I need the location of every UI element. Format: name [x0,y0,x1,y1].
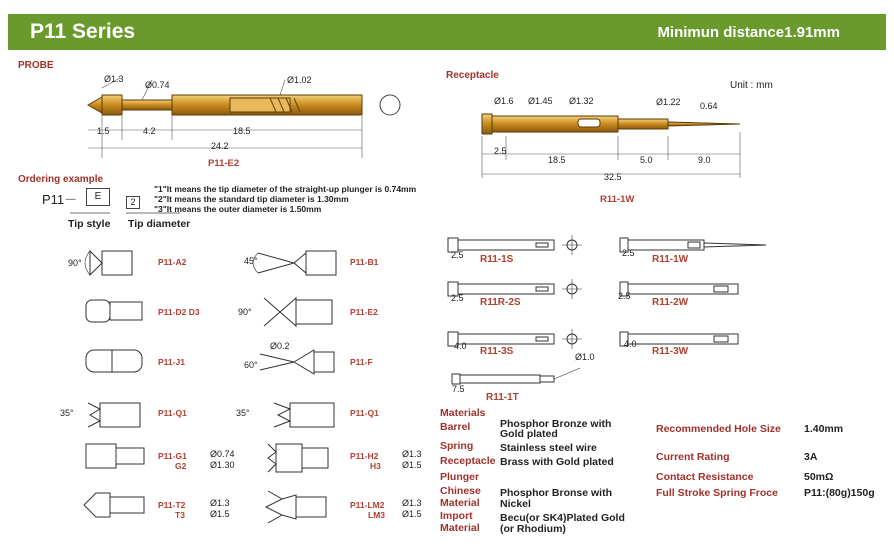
receptacle-len-4: 9.0 [698,155,711,165]
tip-q1b-angle: 35° [236,408,250,418]
tip-t-dia-1: Ø1.3 [210,498,230,508]
tip-h-code-1: P11-H2 [350,451,379,461]
rcp-3s-dim: 4.0 [454,341,467,351]
spec-label-resistance: Contact Resistance [656,471,754,483]
receptacle-len-1: 2.5 [494,146,507,156]
materials-title: Materials [440,407,486,419]
tip-h-dia-1: Ø1.3 [402,449,422,459]
receptacle-dia-4: Ø1.22 [656,97,681,107]
tip-q1b-code: P11-Q1 [350,408,379,418]
tip-h-dia-2: Ø1.5 [402,460,422,470]
ordering-note-2: "2"It means the standard tip diameter is 1.30mm [154,194,349,204]
receptacle-len-3: 5.0 [640,155,653,165]
spec-value-hole: 1.40mm [804,423,844,435]
spec-label-current: Current Rating [656,451,730,463]
rcp-2w-name: R11-2W [652,297,689,308]
ordering-note-1: "1"It means the tip diameter of the straight-up plunger is 0.74mm [154,184,417,194]
tip-d2-code: P11-D2 D3 [158,307,200,317]
rcp-2w-dim: 2.5 [618,291,631,301]
spec-value-resistance: 50mΩ [804,471,834,483]
material-value-spring: Stainless steel wire [500,442,597,454]
tip-g-dia-2: Ø1.30 [210,460,235,470]
page-title: P11 Series [30,20,136,43]
tip-lm-dia-1: Ø1.3 [402,498,422,508]
tip-style-label: Tip style [68,218,111,230]
page-subtitle: Minimun distance1.91mm [657,24,840,41]
tip-f-dia: Ø0.2 [270,341,290,351]
spec-value-force: P11:(80g)150g [804,487,875,499]
receptacle-len-2: 18.5 [548,155,566,165]
rcp-1t-name: R11-1T [486,392,519,403]
receptacle-dia-1: Ø1.6 [494,96,514,106]
probe-drawing [80,70,500,180]
material-value-barrel: Phosphor Bronze with Gold plated [500,418,612,440]
spec-label-hole: Recommended Hole Size [656,423,781,435]
material-label-chinese: Chinese Material [440,485,481,509]
tip-t-code-1: P11-T2 [158,500,186,510]
material-label-spring: Spring [440,440,474,452]
rcp-3w-dim: 4.0 [624,339,637,349]
tip-lm-drawing [252,487,362,527]
probe-len-2: 4.2 [143,126,156,136]
rcp-1w-name: R11-1W [652,254,689,265]
receptacle-model: R11-1W [600,194,635,205]
tip-a2-angle: 90° [68,258,82,268]
material-label-import: Import Material [440,510,480,534]
tip-h-code-2: H3 [370,461,381,471]
tip-h-drawing [252,438,362,478]
tip-a2-code: P11-A2 [158,257,187,267]
probe-model: P11-E2 [208,158,240,169]
rcp-1w-dim: 2.5 [622,248,635,258]
probe-section-label: PROBE [18,60,54,71]
material-value-chinese: Phosphor Bronse with Nickel [500,487,613,510]
tip-f-angle: 60° [244,360,258,370]
receptacle-dia-3: Ø1.32 [569,96,594,106]
tip-lm-code-1: P11-LM2 [350,500,385,510]
tip-g-drawing [80,438,160,478]
material-value-import: Becu(or SK4)Plated Gold (or Rhodium) [500,512,625,535]
material-label-barrel: Barrel [440,421,471,433]
tip-g-code-2: G2 [175,461,187,471]
receptacle-section-label: Receptacle [446,70,499,81]
tip-g-dia-1: Ø0.74 [210,449,235,459]
tip-q1-code: P11-Q1 [158,408,187,418]
ordering-note-3: "3"It means the outer diameter is 1.50mm [154,204,322,214]
header-bar [8,14,886,50]
tip-lm-dia-2: Ø1.5 [402,509,422,519]
rcp-1s-dim: 2.5 [451,250,464,260]
spec-value-current: 3A [804,451,818,463]
tip-t-dia-2: Ø1.5 [210,509,230,519]
probe-total-length: 24.2 [211,141,229,151]
spec-label-force: Full Stroke Spring Froce [656,487,778,499]
tip-f-code: P11-F [350,357,373,367]
rcp-1t-dia: Ø1.0 [575,352,595,362]
receptacle-dia-2: Ø1.45 [528,96,553,106]
material-label-receptacle: Receptacle [440,455,496,467]
unit-label: Unit : mm [730,80,773,91]
tip-t-drawing [80,487,160,527]
tip-t-code-2: T3 [175,510,185,520]
probe-dia-2: Ø0.74 [145,80,170,90]
probe-dia-3: Ø1.02 [287,75,312,85]
rcp-2s-name: R11R-2S [480,297,521,308]
probe-len-3: 18.5 [233,126,251,136]
rcp-1s-name: R11-1S [480,254,514,265]
tip-j1-code: P11-J1 [158,357,185,367]
ordering-prefix: P11－ [42,192,78,207]
tip-lm-code-2: LM3 [368,510,385,520]
receptacle-drawing [478,102,758,182]
ordering-code-box: E [86,188,110,206]
rcp-3w-name: R11-3W [652,346,689,357]
probe-dia-1: Ø1.3 [104,74,124,84]
rcp-1t-dim: 7.5 [452,384,465,394]
material-label-plunger: Plunger [440,471,480,483]
material-value-receptacle: Brass with Gold plated [500,456,614,468]
tip-b1-code: P11-B1 [350,257,379,267]
tip-g-code-1: P11-G1 [158,451,187,461]
tip-q1-angle: 35° [60,408,74,418]
receptacle-total-length: 32.5 [604,172,622,182]
ordering-label: Ordering example [18,174,104,185]
receptacle-dia-5: 0.64 [700,101,718,111]
rcp-2s-dim: 2.5 [451,293,464,303]
tip-q1b-drawing [234,395,344,435]
ordering-brackets [60,205,210,225]
tip-j1-drawing [80,342,160,382]
tip-diameter-label: Tip diameter [128,218,191,230]
tip-e2-code: P11-E2 [350,307,378,317]
tip-d2-drawing [80,292,160,332]
rcp-3s-name: R11-3S [480,346,514,357]
ordering-size-box: 2 [126,196,140,209]
probe-len-1: 1.5 [97,126,110,136]
tip-e2-angle: 90° [238,307,252,317]
tip-b1-angle: 45° [244,256,258,266]
